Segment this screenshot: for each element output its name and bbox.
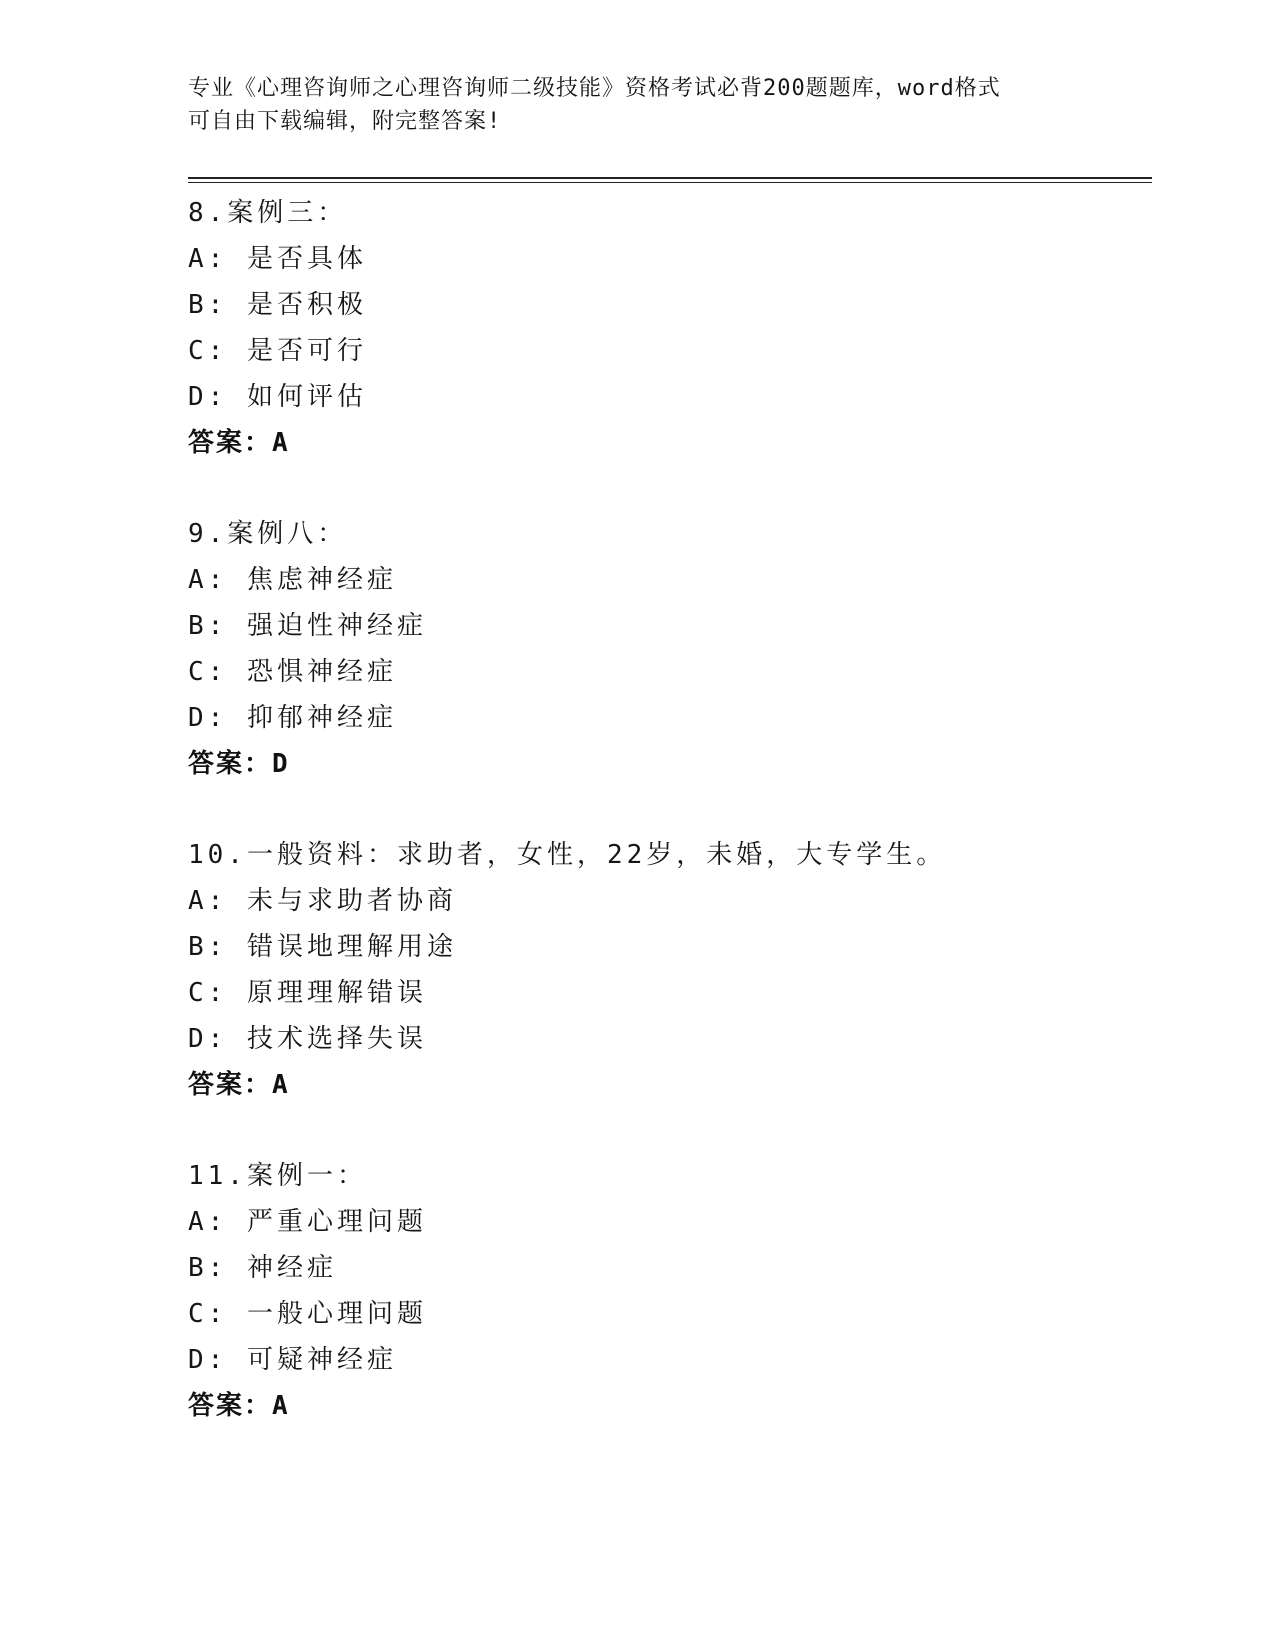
question-item bbox=[188, 832, 1128, 1108]
question-title: 11.案例一： bbox=[188, 1161, 367, 1191]
question-title: 8.案例三： bbox=[188, 198, 348, 228]
option-a: A: 是否具体 bbox=[188, 244, 367, 274]
option-a: A: 焦虑神经症 bbox=[188, 565, 397, 595]
answer-label: 答案：D bbox=[188, 749, 290, 779]
question-list bbox=[188, 190, 1128, 1474]
question-title: 10.一般资料：求助者，女性，22岁，未婚，大专学生。 bbox=[188, 840, 947, 870]
option-b: B: 神经症 bbox=[188, 1253, 337, 1283]
option-c: C: 是否可行 bbox=[188, 336, 367, 366]
document-header bbox=[188, 72, 1088, 138]
option-b: B: 是否积极 bbox=[188, 290, 367, 320]
question-title: 9.案例八： bbox=[188, 519, 348, 549]
option-b: B: 强迫性神经症 bbox=[188, 611, 427, 641]
option-d: D: 可疑神经症 bbox=[188, 1345, 397, 1375]
option-d: D: 抑郁神经症 bbox=[188, 703, 397, 733]
question-item bbox=[188, 1153, 1128, 1429]
option-a: A: 未与求助者协商 bbox=[188, 886, 457, 916]
option-d: D: 如何评估 bbox=[188, 382, 367, 412]
header-title-line-2: 可自由下载编辑，附完整答案! bbox=[188, 109, 502, 134]
option-c: C: 原理理解错误 bbox=[188, 978, 427, 1008]
option-a: A: 严重心理问题 bbox=[188, 1207, 427, 1237]
question-item bbox=[188, 511, 1128, 787]
answer-label: 答案：A bbox=[188, 1070, 290, 1100]
option-c: C: 一般心理问题 bbox=[188, 1299, 427, 1329]
option-d: D: 技术选择失误 bbox=[188, 1024, 427, 1054]
option-c: C: 恐惧神经症 bbox=[188, 657, 397, 687]
header-divider-thick bbox=[188, 177, 1152, 179]
header-title-line-1: 专业《心理咨询师之心理咨询师二级技能》资格考试必背200题题库，word格式 bbox=[188, 76, 1001, 101]
answer-label: 答案：A bbox=[188, 1391, 290, 1421]
answer-label: 答案：A bbox=[188, 428, 290, 458]
header-divider-thin bbox=[188, 182, 1152, 183]
option-b: B: 错误地理解用途 bbox=[188, 932, 457, 962]
question-item bbox=[188, 190, 1128, 466]
